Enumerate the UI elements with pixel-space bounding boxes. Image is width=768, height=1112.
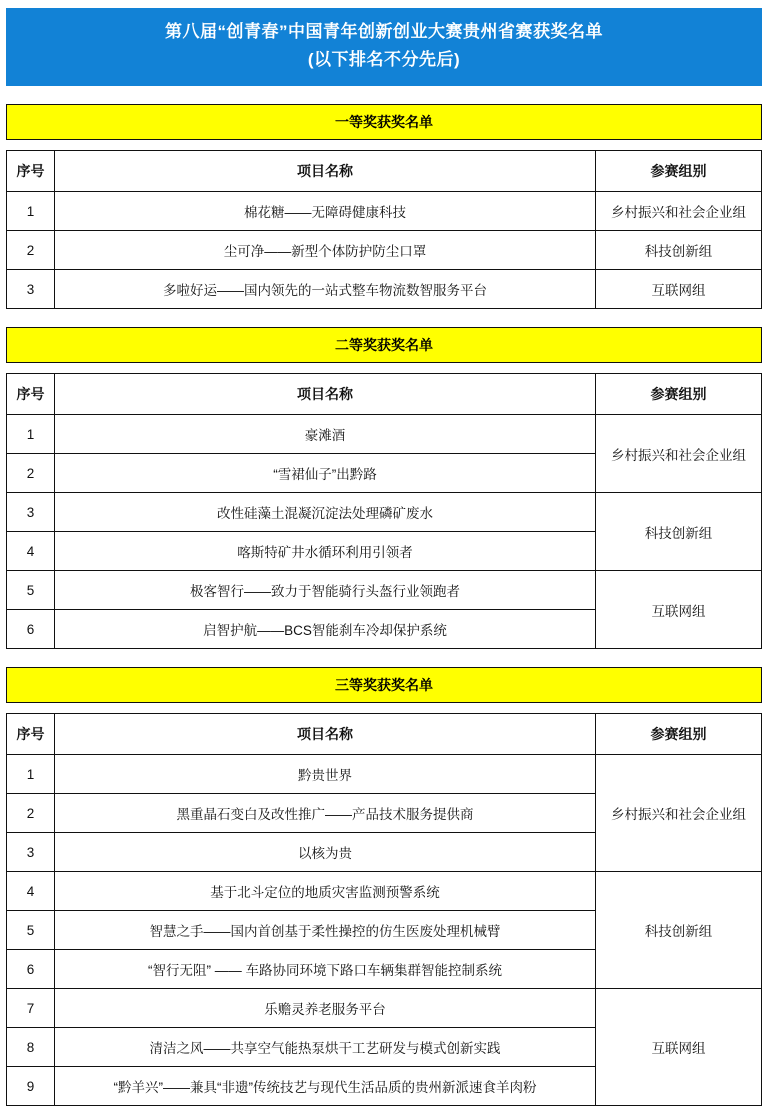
table-row (7, 192, 762, 231)
cell-serial-number: 2 (7, 794, 55, 833)
cell-project-name: 基于北斗定位的地质灾害监测预警系统 (55, 872, 596, 911)
cell-project-name: “智行无阻” —— 车路协同环境下路口车辆集群智能控制系统 (55, 950, 596, 989)
table-row (7, 571, 762, 610)
column-header-group: 参赛组别 (596, 714, 762, 755)
cell-project-name: 智慧之手——国内首创基于柔性操控的仿生医废处理机械臂 (55, 911, 596, 950)
cell-serial-number: 3 (7, 493, 55, 532)
cell-project-name: “黔羊兴”——兼具“非遗”传统技艺与现代生活品质的贵州新派速食羊肉粉 (55, 1067, 596, 1106)
cell-serial-number: 1 (7, 192, 55, 231)
cell-project-name: 豪滩酒 (55, 415, 596, 454)
sections-container (6, 104, 762, 1106)
cell-project-name: 乐赡灵养老服务平台 (55, 989, 596, 1028)
table-row (7, 755, 762, 794)
table-row (7, 493, 762, 532)
cell-serial-number: 3 (7, 270, 55, 309)
cell-serial-number: 2 (7, 231, 55, 270)
award-table (6, 150, 762, 309)
cell-serial-number: 6 (7, 610, 55, 649)
cell-project-name: 喀斯特矿井水循环利用引领者 (55, 532, 596, 571)
table-row (7, 415, 762, 454)
cell-group: 互联网组 (596, 270, 762, 309)
column-header-group: 参赛组别 (596, 374, 762, 415)
section-header: 二等奖获奖名单 (6, 327, 762, 363)
table-header-row (7, 151, 762, 192)
section-header: 三等奖获奖名单 (6, 667, 762, 703)
cell-group: 科技创新组 (596, 231, 762, 270)
cell-serial-number: 2 (7, 454, 55, 493)
table-header-row (7, 374, 762, 415)
table-row (7, 872, 762, 911)
award-section (6, 667, 762, 1106)
column-header-name: 项目名称 (55, 714, 596, 755)
cell-serial-number: 7 (7, 989, 55, 1028)
page-title-banner (6, 8, 762, 86)
award-table (6, 713, 762, 1106)
cell-project-name: 黑重晶石变白及改性推广——产品技术服务提供商 (55, 794, 596, 833)
page-title-line2: (以下排名不分先后) (307, 50, 461, 69)
cell-project-name: “雪裙仙子”出黔路 (55, 454, 596, 493)
cell-project-name: 棉花糖——无障碍健康科技 (55, 192, 596, 231)
cell-serial-number: 1 (7, 755, 55, 794)
award-table (6, 373, 762, 649)
cell-project-name: 黔贵世界 (55, 755, 596, 794)
cell-project-name: 以核为贵 (55, 833, 596, 872)
column-header-no: 序号 (7, 151, 55, 192)
table-row (7, 270, 762, 309)
column-header-no: 序号 (7, 374, 55, 415)
award-section (6, 327, 762, 649)
cell-group: 乡村振兴和社会企业组 (596, 192, 762, 231)
page-title-line1: 第八届“创青春”中国青年创新创业大赛贵州省赛获奖名单 (165, 22, 603, 41)
cell-group: 科技创新组 (596, 493, 762, 571)
cell-serial-number: 3 (7, 833, 55, 872)
cell-project-name: 多啦好运——国内领先的一站式整车物流数智服务平台 (55, 270, 596, 309)
cell-group: 乡村振兴和社会企业组 (596, 755, 762, 872)
cell-group: 互联网组 (596, 571, 762, 649)
cell-serial-number: 8 (7, 1028, 55, 1067)
column-header-no: 序号 (7, 714, 55, 755)
cell-serial-number: 1 (7, 415, 55, 454)
cell-project-name: 清洁之风——共享空气能热泵烘干工艺研发与模式创新实践 (55, 1028, 596, 1067)
cell-project-name: 极客智行——致力于智能骑行头盔行业领跑者 (55, 571, 596, 610)
cell-group: 互联网组 (596, 989, 762, 1106)
column-header-name: 项目名称 (55, 151, 596, 192)
cell-serial-number: 4 (7, 872, 55, 911)
cell-serial-number: 4 (7, 532, 55, 571)
award-section (6, 104, 762, 309)
table-header-row (7, 714, 762, 755)
cell-serial-number: 6 (7, 950, 55, 989)
cell-serial-number: 5 (7, 571, 55, 610)
table-row (7, 231, 762, 270)
cell-group: 科技创新组 (596, 872, 762, 989)
section-header: 一等奖获奖名单 (6, 104, 762, 140)
cell-project-name: 尘可净——新型个体防护防尘口罩 (55, 231, 596, 270)
column-header-name: 项目名称 (55, 374, 596, 415)
column-header-group: 参赛组别 (596, 151, 762, 192)
cell-project-name: 改性硅藻土混凝沉淀法处理磷矿废水 (55, 493, 596, 532)
cell-serial-number: 9 (7, 1067, 55, 1106)
cell-group: 乡村振兴和社会企业组 (596, 415, 762, 493)
cell-serial-number: 5 (7, 911, 55, 950)
table-row (7, 989, 762, 1028)
cell-project-name: 启智护航——BCS智能刹车冷却保护系统 (55, 610, 596, 649)
